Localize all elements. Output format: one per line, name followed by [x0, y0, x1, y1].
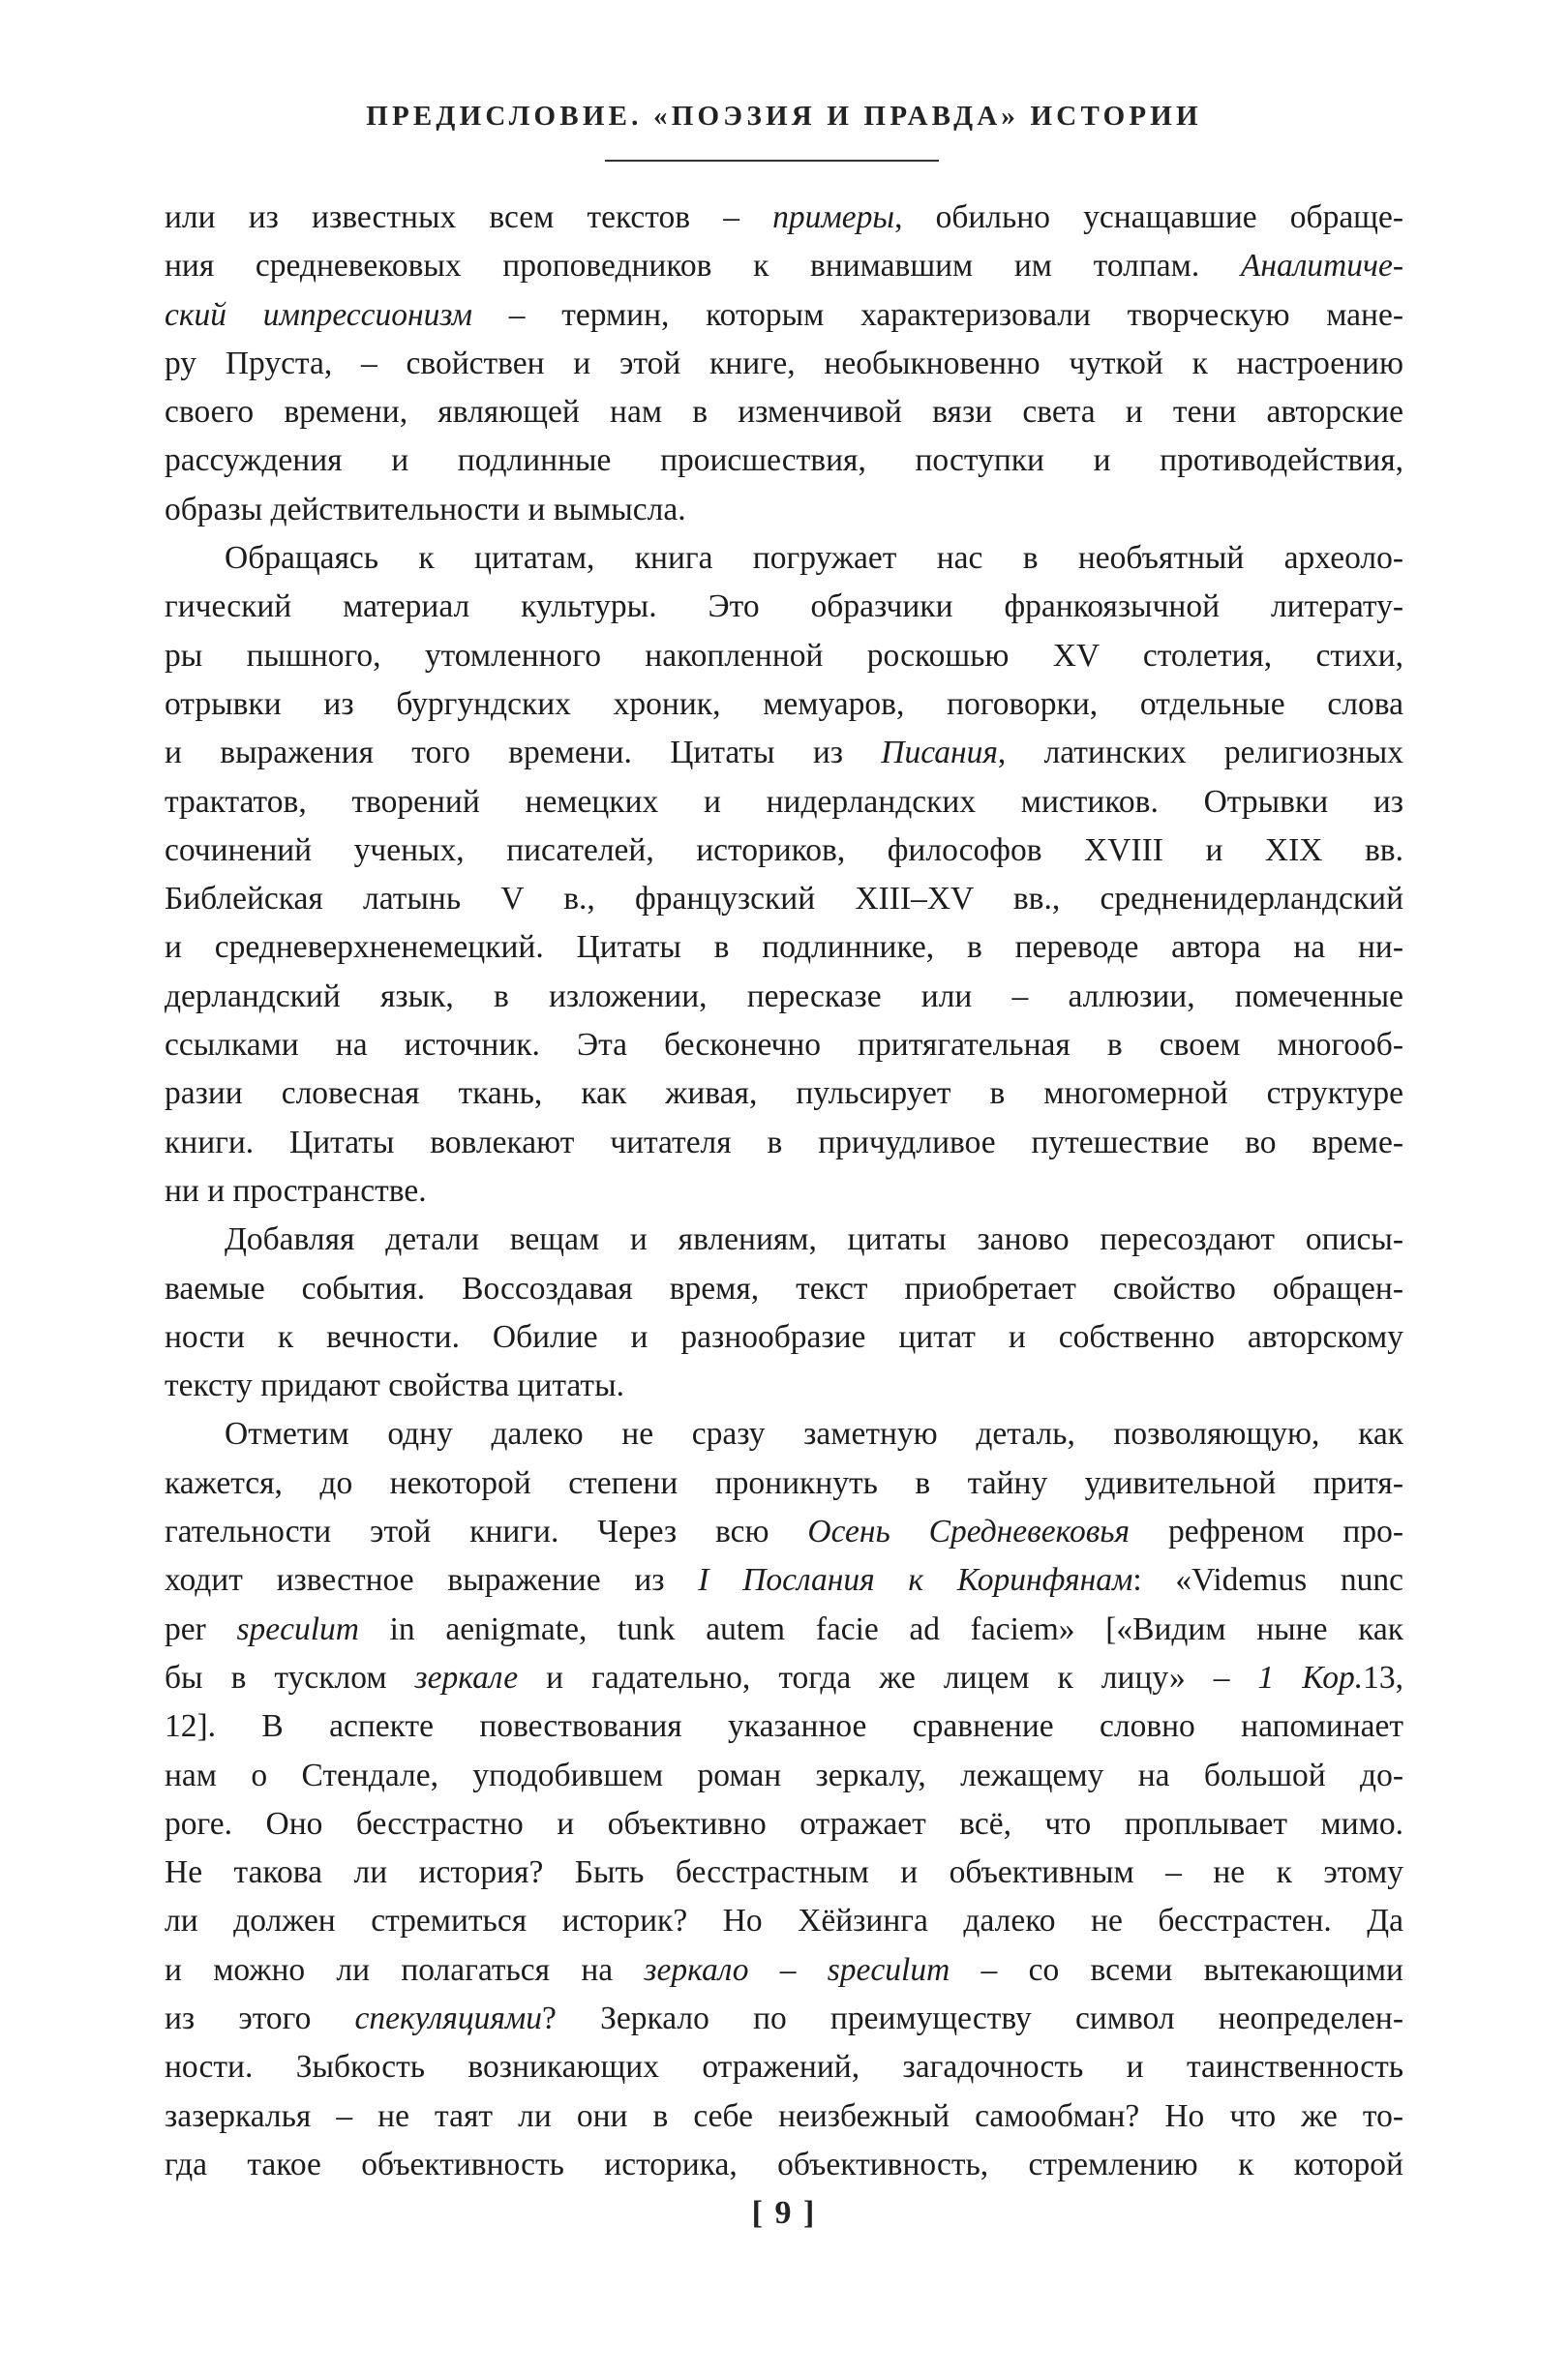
text-line	[165, 632, 1403, 680]
text-run: : «Videmus nunc	[1132, 1562, 1403, 1599]
paragraph	[165, 194, 1403, 534]
italic-run: Писания	[881, 735, 998, 771]
text-run: рассуждения и подлинные происшествия, поступки и противодействия,	[165, 442, 1403, 479]
text-run: из этого	[165, 2000, 355, 2036]
text-line	[165, 923, 1403, 972]
text-run: ры пышного, утомленного накопленной роскошью XV столетия, стихи,	[165, 637, 1403, 674]
text-run: ру Пруста, – свойствен и этой книге, необыкновенно чуткой к настроению	[165, 345, 1403, 381]
text-line	[165, 1995, 1403, 2043]
text-line	[165, 486, 1403, 534]
text-line	[165, 534, 1403, 583]
text-line	[165, 1069, 1403, 1118]
text-line	[165, 583, 1403, 631]
text-line	[165, 2043, 1403, 2091]
text-run: Обращаясь к цитатам, книга погружает нас в необъятный археоло-	[225, 540, 1403, 577]
text-run: гательности этой книги. Через всю	[165, 1514, 808, 1550]
text-line	[165, 1849, 1403, 1897]
text-run: ходит известное выражение из	[165, 1562, 699, 1599]
italic-run: спекуляциями	[354, 2000, 543, 2036]
text-line	[165, 291, 1403, 340]
page-number: [ 9 ]	[751, 2195, 817, 2231]
text-run: сочинений ученых, писателей, историков, философов XVIII и XIX вв.	[165, 831, 1403, 868]
text-run: per	[165, 1610, 237, 1647]
text-run: или из известных всем текстов –	[165, 199, 773, 235]
text-run: кажется, до некоторой степени проникнуть в тайну удивительной притя-	[165, 1464, 1403, 1501]
italic-run: speculum	[236, 1610, 359, 1647]
text-line	[165, 680, 1403, 729]
text-run: разии словесная ткань, как живая, пульсирует в многомерной структуре	[165, 1075, 1403, 1112]
italic-run: ский импрессионизм	[165, 296, 473, 333]
text-run: Не такова ли история? Быть бесстрастным и объективным – не к этому	[165, 1854, 1403, 1891]
text-line	[165, 1021, 1403, 1069]
text-run: ности к вечности. Обилие и разнообразие цитат и собственно авторскому	[165, 1318, 1403, 1355]
text-run: ? Зеркало по преимуществу символ неопределен-	[542, 2000, 1403, 2036]
text-run: и средневерхненемецкий. Цитаты в подлиннике, в переводе автора на ни-	[165, 929, 1403, 966]
text-run: бы в тусклом	[165, 1659, 415, 1696]
italic-run: зеркале	[414, 1659, 519, 1696]
text-run: ссылками на источник. Эта бесконечно притягательная в своем многооб-	[165, 1027, 1403, 1064]
text-run: Добавляя детали вещам и явлениям, цитаты заново пересоздают описы-	[225, 1221, 1403, 1258]
head-rule	[605, 160, 939, 162]
text-run: рефреном про-	[1130, 1514, 1403, 1550]
text-run: Отметим одну далеко не сразу заметную деталь, позволяющую, как	[225, 1416, 1403, 1453]
italic-run: примеры	[772, 199, 895, 235]
text-run: in aenigmate, tunk autem facie ad faciem» [«Видим ныне как	[358, 1610, 1403, 1647]
text-run: гический материал культуры. Это образчики франкоязычной литерату-	[165, 588, 1403, 625]
text-line	[165, 1606, 1403, 1654]
text-line	[165, 1119, 1403, 1167]
text-run: отрывки из бургундских хроник, мемуаров, поговорки, отдельные слова	[165, 685, 1403, 722]
italic-run: I Послания к Коринфянам	[698, 1562, 1133, 1599]
italic-run: 1 Кор.	[1257, 1659, 1364, 1696]
text-run: 13,	[1363, 1659, 1403, 1696]
italic-run: Аналитиче-	[1240, 248, 1403, 285]
text-line	[165, 875, 1403, 923]
text-run: роге. Оно бесстрастно и объективно отражает всё, что проплывает мимо.	[165, 1805, 1403, 1842]
text-run: зазеркалья – не таят ли они в себе неизбежный самообман? Но что же то-	[165, 2097, 1403, 2134]
text-line	[165, 1362, 1403, 1410]
italic-run: Осень Средневековья	[807, 1514, 1131, 1550]
text-line	[165, 242, 1403, 290]
italic-run: зеркало – speculum	[644, 1951, 950, 1988]
text-line	[165, 1946, 1403, 1995]
text-run: тексту придают свойства цитаты.	[165, 1368, 624, 1404]
text-run: – со всеми вытекающими	[950, 1951, 1403, 1988]
running-head: ПРЕДИСЛОВИЕ. «ПОЭЗИЯ И ПРАВДА» ИСТОРИИ	[366, 101, 1202, 132]
text-line	[165, 436, 1403, 485]
paragraph	[165, 1410, 1403, 2189]
text-run: нам о Стендале, уподобившем роман зеркалу, лежащему на большой до-	[165, 1757, 1403, 1793]
text-line	[165, 1752, 1403, 1800]
text-run: дерландский язык, в изложении, пересказе или – аллюзии, помеченные	[165, 978, 1403, 1014]
text-run: Библейская латынь V в., французский XIII–XV вв., средненидерландский	[165, 881, 1403, 918]
text-line	[165, 1459, 1403, 1508]
text-line	[165, 194, 1403, 242]
text-run: , латинских религиозных	[997, 735, 1403, 771]
text-run: книги. Цитаты вовлекают читателя в причудливое путешествие во време-	[165, 1124, 1403, 1160]
paragraph	[165, 534, 1403, 1216]
text-line	[165, 778, 1403, 827]
text-line	[165, 340, 1403, 388]
text-line	[165, 973, 1403, 1021]
text-run: 12]. В аспекте повествования указанное сравнение словно напоминает	[165, 1708, 1403, 1745]
text-run: ности. Зыбкость возникающих отражений, загадочность и таинственность	[165, 2049, 1403, 2086]
paragraph	[165, 1216, 1403, 1410]
text-line	[165, 1313, 1403, 1362]
text-line	[165, 827, 1403, 875]
text-line	[165, 2092, 1403, 2141]
text-run: ваемые события. Воссоздавая время, текст приобретает свойство обращен-	[165, 1270, 1403, 1307]
text-run: и гадательно, тогда же лицем к лицу» –	[518, 1659, 1258, 1696]
text-run: образы действительности и вымысла.	[165, 491, 686, 527]
text-line	[165, 1265, 1403, 1313]
text-run: гда такое объективность историка, объективность, стремлению к которой	[165, 2146, 1403, 2182]
text-run: , обильно уснащавшие обраще-	[894, 199, 1404, 235]
text-line	[165, 388, 1403, 436]
text-line	[165, 1800, 1403, 1849]
body-text	[165, 194, 1403, 2189]
text-line	[165, 1216, 1403, 1264]
text-line	[165, 1508, 1403, 1556]
text-run: – термин, которым характеризовали творческую мане-	[472, 296, 1403, 333]
text-run: ния средневековых проповедников к внимавшим им толпам.	[165, 248, 1241, 285]
text-line	[165, 1702, 1403, 1751]
text-run: и можно ли полагаться на	[165, 1951, 645, 1988]
text-line	[165, 1897, 1403, 1945]
text-line	[165, 729, 1403, 777]
text-run: ни и пространстве.	[165, 1172, 427, 1209]
text-line	[165, 2141, 1403, 2189]
text-line	[165, 1556, 1403, 1605]
text-run: и выражения того времени. Цитаты из	[165, 735, 882, 771]
text-line	[165, 1654, 1403, 1702]
text-line	[165, 1410, 1403, 1459]
text-line	[165, 1167, 1403, 1216]
text-run: трактатов, творений немецких и нидерландских мистиков. Отрывки из	[165, 783, 1403, 820]
text-run: своего времени, являющей нам в изменчивой вязи света и тени авторские	[165, 394, 1403, 431]
text-run: ли должен стремиться историк? Но Хёйзинга далеко не бесстрастен. Да	[165, 1903, 1403, 1940]
